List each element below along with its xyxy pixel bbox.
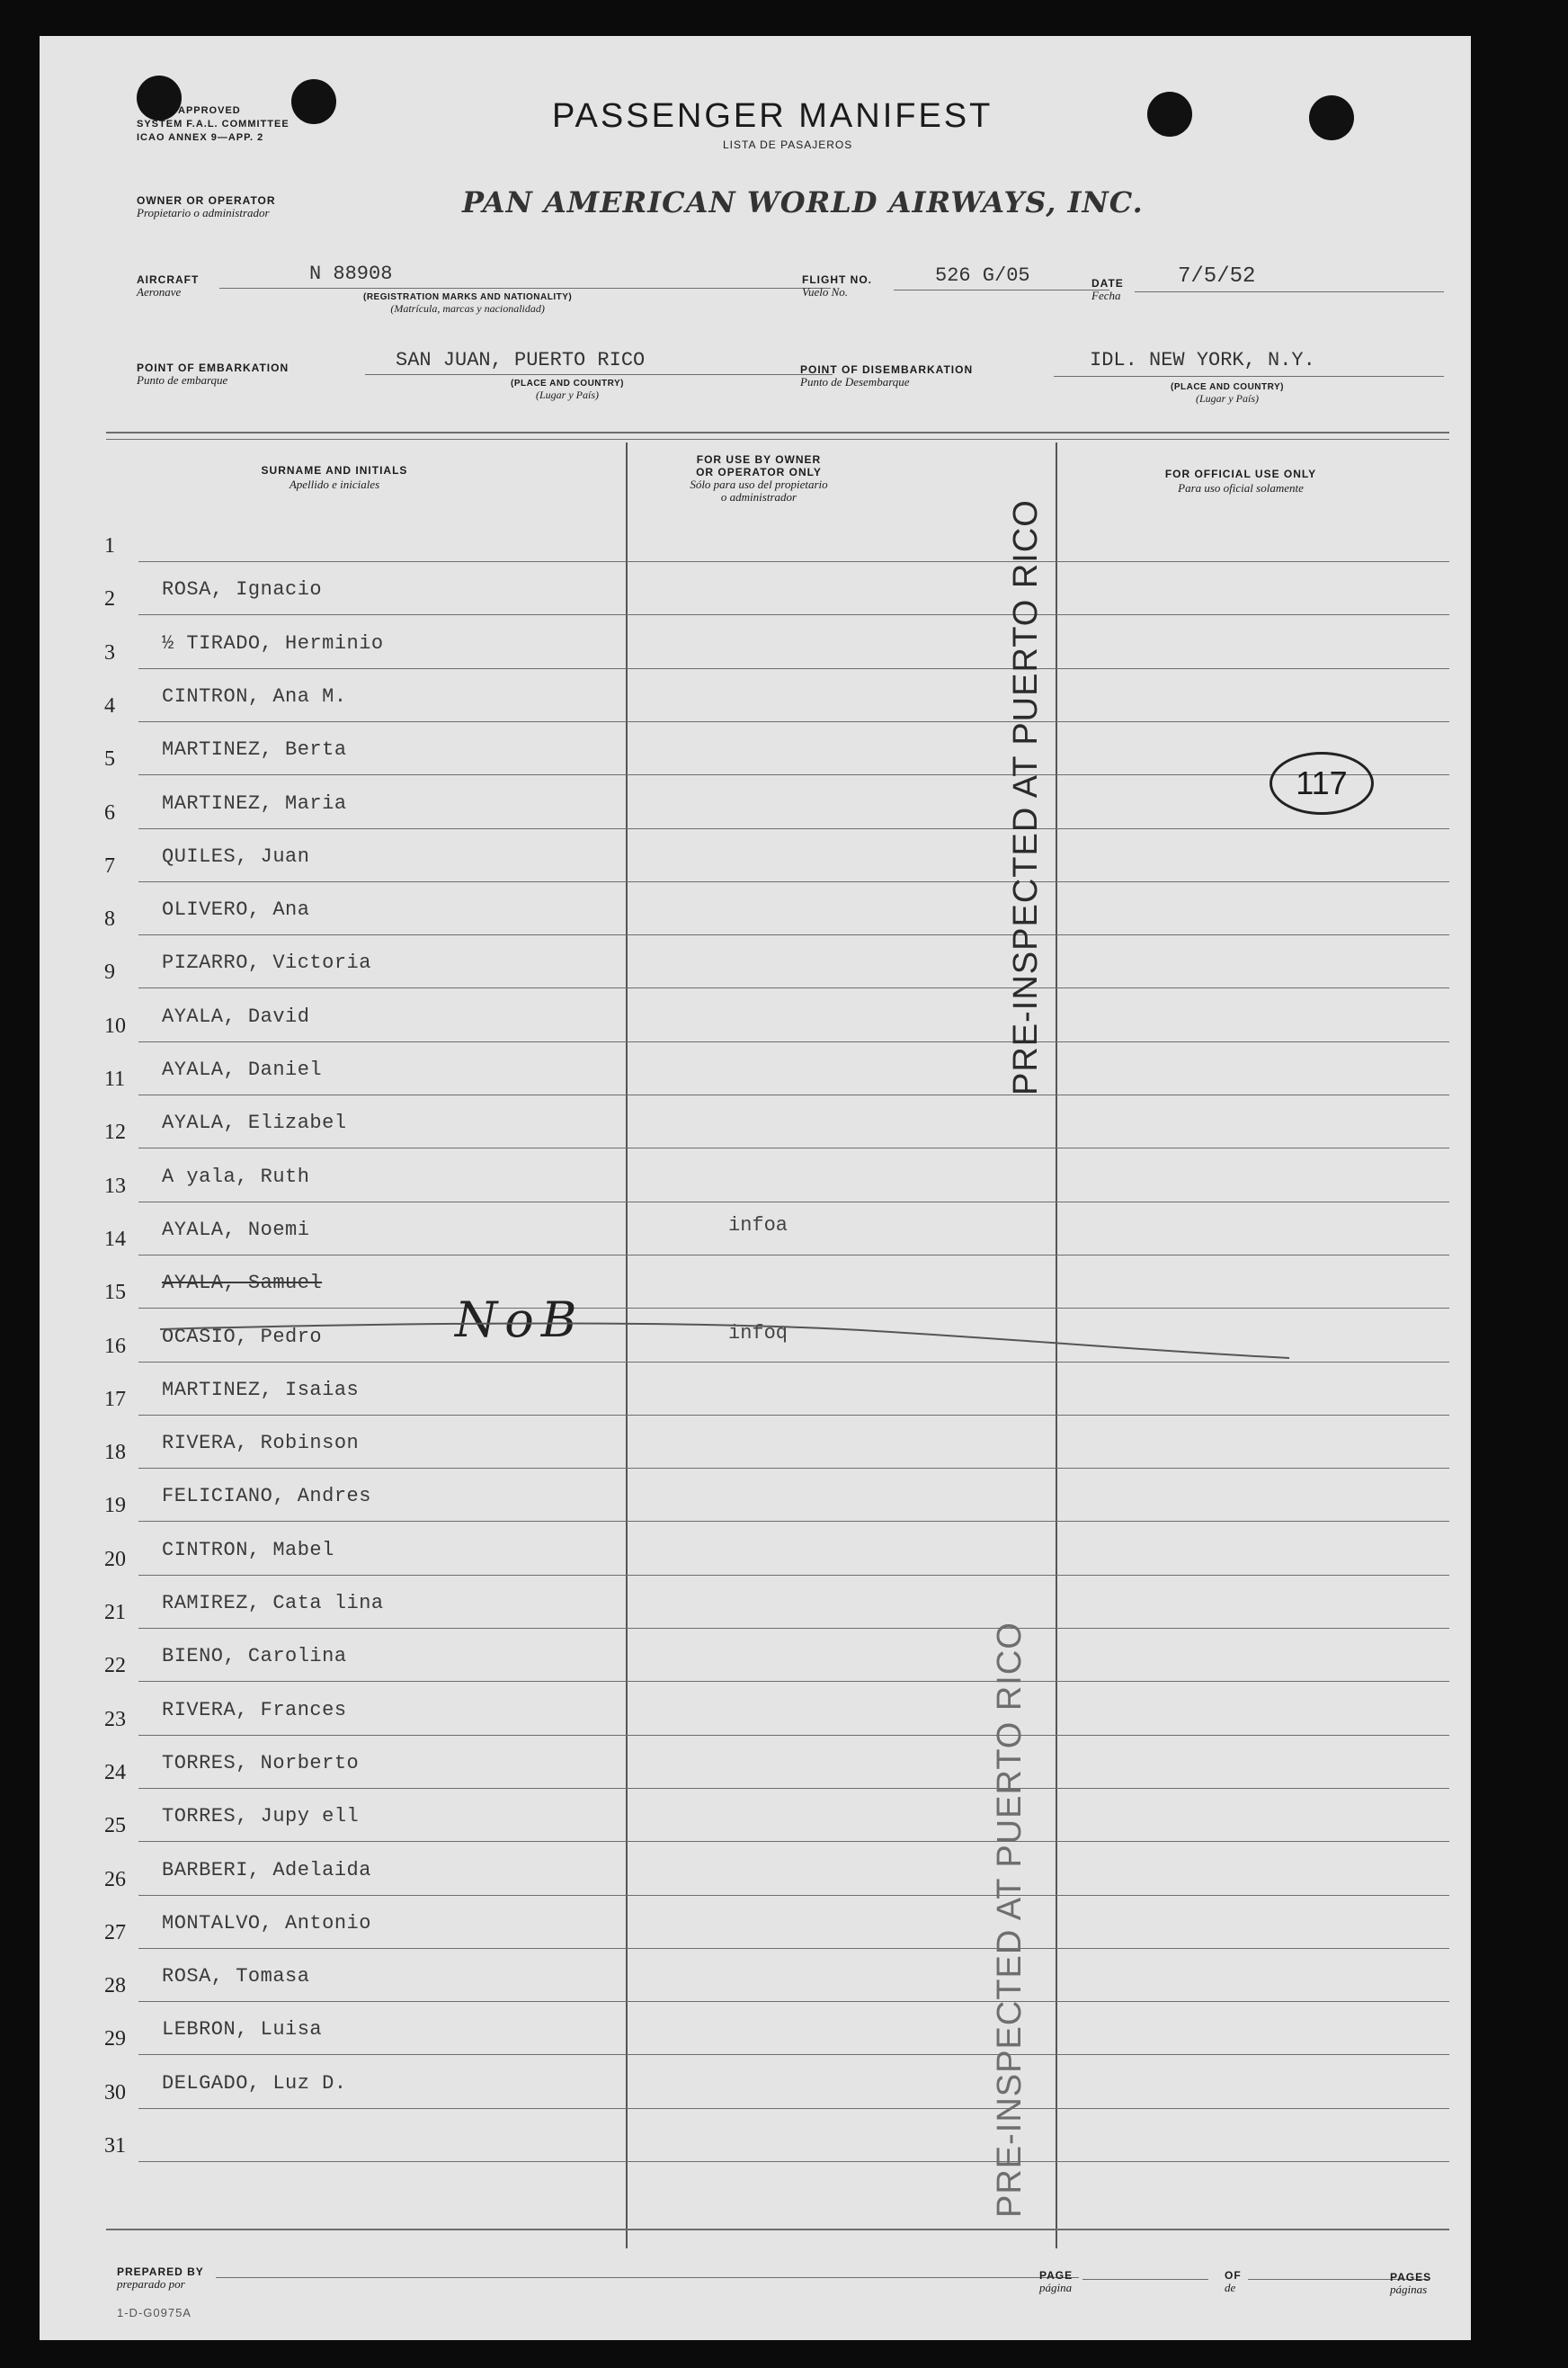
punch-hole-right-1: [1147, 92, 1192, 137]
row-rule: [138, 2054, 1449, 2055]
passenger-name: AYALA, David: [162, 1005, 310, 1028]
row-rule: [138, 1521, 1449, 1522]
approval-line-1: APPROVED: [178, 105, 241, 116]
handwritten-nob: NoB: [455, 1291, 584, 1348]
passenger-name: AYALA, Noemi: [162, 1218, 310, 1241]
date-label: DATE Fecha: [1091, 277, 1124, 302]
approval-line-3: ICAO ANNEX 9—APP. 2: [137, 132, 264, 143]
passenger-name: DELGADO, Luz D.: [162, 2071, 347, 2095]
punch-hole-right-2: [1309, 95, 1354, 140]
row-number: 3: [104, 640, 115, 665]
passenger-name: MONTALVO, Antonio: [162, 1911, 371, 1935]
manifest-page: [40, 36, 1471, 2340]
disembarkation-value: IDL. NEW YORK, N.Y.: [1090, 349, 1315, 371]
passenger-name: MARTINEZ, Isaias: [162, 1378, 360, 1401]
row-number: 4: [104, 693, 115, 718]
row-number: 31: [104, 2134, 126, 2158]
passenger-name: RIVERA, Robinson: [162, 1432, 360, 1455]
flight-value: 526 G/05: [935, 264, 1030, 287]
row-number: 8: [104, 907, 115, 932]
passenger-name: AYALA, Elizabel: [162, 1112, 347, 1135]
row-number: 15: [104, 1281, 126, 1305]
row-rule: [138, 1948, 1449, 1949]
row-rule: [138, 2108, 1449, 2109]
passenger-name: CINTRON, Mabel: [162, 1538, 334, 1561]
owner-note-row-13: infoa: [728, 1214, 788, 1237]
row-rule: [138, 2001, 1449, 2002]
aircraft-note: (REGISTRATION MARKS AND NATIONALITY) (Matrícula, marcas y nacionalidad): [363, 292, 573, 315]
row-rule: [138, 561, 1449, 562]
passenger-name: AYALA, Daniel: [162, 1059, 323, 1081]
row-number: 22: [104, 1654, 126, 1678]
row-number: 27: [104, 1920, 126, 1944]
approval-line-2: SYSTEM F.A.L. COMMITTEE: [137, 119, 290, 130]
row-number: 9: [104, 961, 115, 985]
punch-hole-left-2: [291, 79, 336, 124]
row-number: 1: [104, 534, 115, 558]
col-header-official: FOR OFFICIAL USE ONLY Para uso oficial solamente: [1164, 468, 1317, 495]
col-header-names: SURNAME AND INITIALS Apellido e iniciales: [261, 464, 408, 491]
row-number: 25: [104, 1814, 126, 1838]
row-number: 23: [104, 1707, 126, 1731]
row-number: 30: [104, 2080, 126, 2104]
approval-block: [137, 104, 290, 145]
passenger-name: BIENO, Carolina: [162, 1645, 347, 1668]
row-rule: [138, 1468, 1449, 1469]
passenger-name: RIVERA, Frances: [162, 1698, 347, 1721]
row-rule: [138, 1041, 1449, 1042]
passenger-name: PIZARRO, Victoria: [162, 952, 371, 975]
row-number: 14: [104, 1227, 126, 1251]
passenger-name: MARTINEZ, Maria: [162, 791, 347, 815]
aircraft-value: N 88908: [309, 263, 393, 285]
row-rule: [138, 1841, 1449, 1842]
row-number: 24: [104, 1760, 126, 1784]
disembarkation-label: POINT OF DISEMBARKATION Punto de Desembarque: [800, 363, 974, 389]
row-number: 13: [104, 1174, 126, 1198]
row-rule: [138, 1895, 1449, 1896]
row-number: 28: [104, 1974, 126, 1998]
row-rule: [138, 934, 1449, 935]
row-number: 29: [104, 2027, 126, 2051]
pages-label: PAGES páginas: [1390, 2271, 1432, 2296]
row-rule: [138, 668, 1449, 669]
passenger-name: ½ TIRADO, Herminio: [162, 631, 384, 655]
row-number: 12: [104, 1121, 126, 1145]
row-number: 26: [104, 1867, 126, 1891]
disembarkation-note: (PLACE AND COUNTRY) (Lugar y País): [1171, 382, 1284, 405]
embarkation-value: SAN JUAN, PUERTO RICO: [396, 349, 646, 371]
page-title: PASSENGER MANIFEST: [552, 97, 993, 135]
row-number: 5: [104, 747, 115, 772]
owner-label: OWNER OR OPERATOR Propietario o administrador: [137, 194, 276, 219]
passenger-name: MARTINEZ, Berta: [162, 738, 347, 762]
passenger-name: ROSA, Ignacio: [162, 578, 323, 602]
page-label: PAGE página: [1039, 2269, 1074, 2294]
row-number: 10: [104, 1014, 126, 1038]
passenger-name: OCASIO, Pedro: [162, 1325, 323, 1348]
row-number: 2: [104, 587, 115, 612]
circled-number: 117: [1270, 752, 1374, 815]
row-rule: [138, 828, 1449, 829]
aircraft-label: AIRCRAFT Aeronave: [137, 273, 200, 299]
passenger-name: FELICIANO, Andres: [162, 1485, 371, 1508]
row-rule: [138, 614, 1449, 615]
row-rule: [138, 881, 1449, 882]
passenger-name: AYALA, Samuel: [162, 1272, 323, 1295]
row-rule: [138, 1735, 1449, 1736]
row-number: 11: [104, 1068, 126, 1091]
row-rule: [138, 774, 1449, 775]
owner-value: PAN AMERICAN WORLD AIRWAYS, INC.: [462, 185, 1144, 219]
passenger-name: A yala, Ruth: [162, 1165, 310, 1188]
passenger-name: CINTRON, Ana M.: [162, 684, 347, 708]
passenger-name: OLIVERO, Ana: [162, 898, 310, 922]
col-header-owner: FOR USE BY OWNER OR OPERATOR ONLY Sólo para uso del propietario o administrador: [690, 453, 828, 504]
form-number: 1-D-G0975A: [117, 2306, 192, 2319]
row-rule: [138, 721, 1449, 722]
date-value: 7/5/52: [1178, 264, 1256, 289]
passenger-name: RAMIREZ, Cata lina: [162, 1592, 384, 1614]
row-rule: [138, 1628, 1449, 1629]
passenger-name: TORRES, Norberto: [162, 1751, 360, 1774]
passenger-name: LEBRON, Luisa: [162, 2018, 323, 2042]
row-number: 18: [104, 1441, 126, 1465]
row-number: 7: [104, 853, 115, 878]
row-rule: [138, 1575, 1449, 1576]
page-title-es: LISTA DE PASAJEROS: [723, 139, 853, 151]
preinspected-stamp-1: PRE-INSPECTED AT PUERTO RICO: [1007, 499, 1045, 1095]
embarkation-note: (PLACE AND COUNTRY) (Lugar y País): [511, 379, 624, 401]
row-number: 6: [104, 800, 115, 825]
passenger-name: ROSA, Tomasa: [162, 1965, 310, 1988]
row-number: 17: [104, 1387, 126, 1411]
row-rule: [138, 1681, 1449, 1682]
embarkation-label: POINT OF EMBARKATION Punto de embarque: [137, 362, 290, 387]
passenger-name: BARBERI, Adelaida: [162, 1858, 371, 1881]
row-rule: [138, 1415, 1449, 1416]
of-label: OF de: [1225, 2269, 1242, 2294]
flight-label: FLIGHT NO. Vuelo No.: [802, 273, 872, 299]
preinspected-stamp-2: PRE-INSPECTED AT PUERTO RICO: [991, 1622, 1029, 2218]
passenger-name: QUILES, Juan: [162, 844, 310, 868]
owner-note-row-15: infoq: [728, 1322, 788, 1345]
prepared-by-label: PREPARED BY preparado por: [117, 2265, 204, 2291]
strike-line: [156, 1295, 1325, 1367]
row-number: 21: [104, 1601, 126, 1624]
row-rule: [138, 987, 1449, 988]
passenger-name: TORRES, Jupy ell: [162, 1805, 360, 1828]
row-number: 16: [104, 1334, 126, 1358]
row-number: 19: [104, 1494, 126, 1518]
row-number: 20: [104, 1547, 126, 1571]
row-rule: [138, 2161, 1449, 2162]
row-rule: [138, 1788, 1449, 1789]
